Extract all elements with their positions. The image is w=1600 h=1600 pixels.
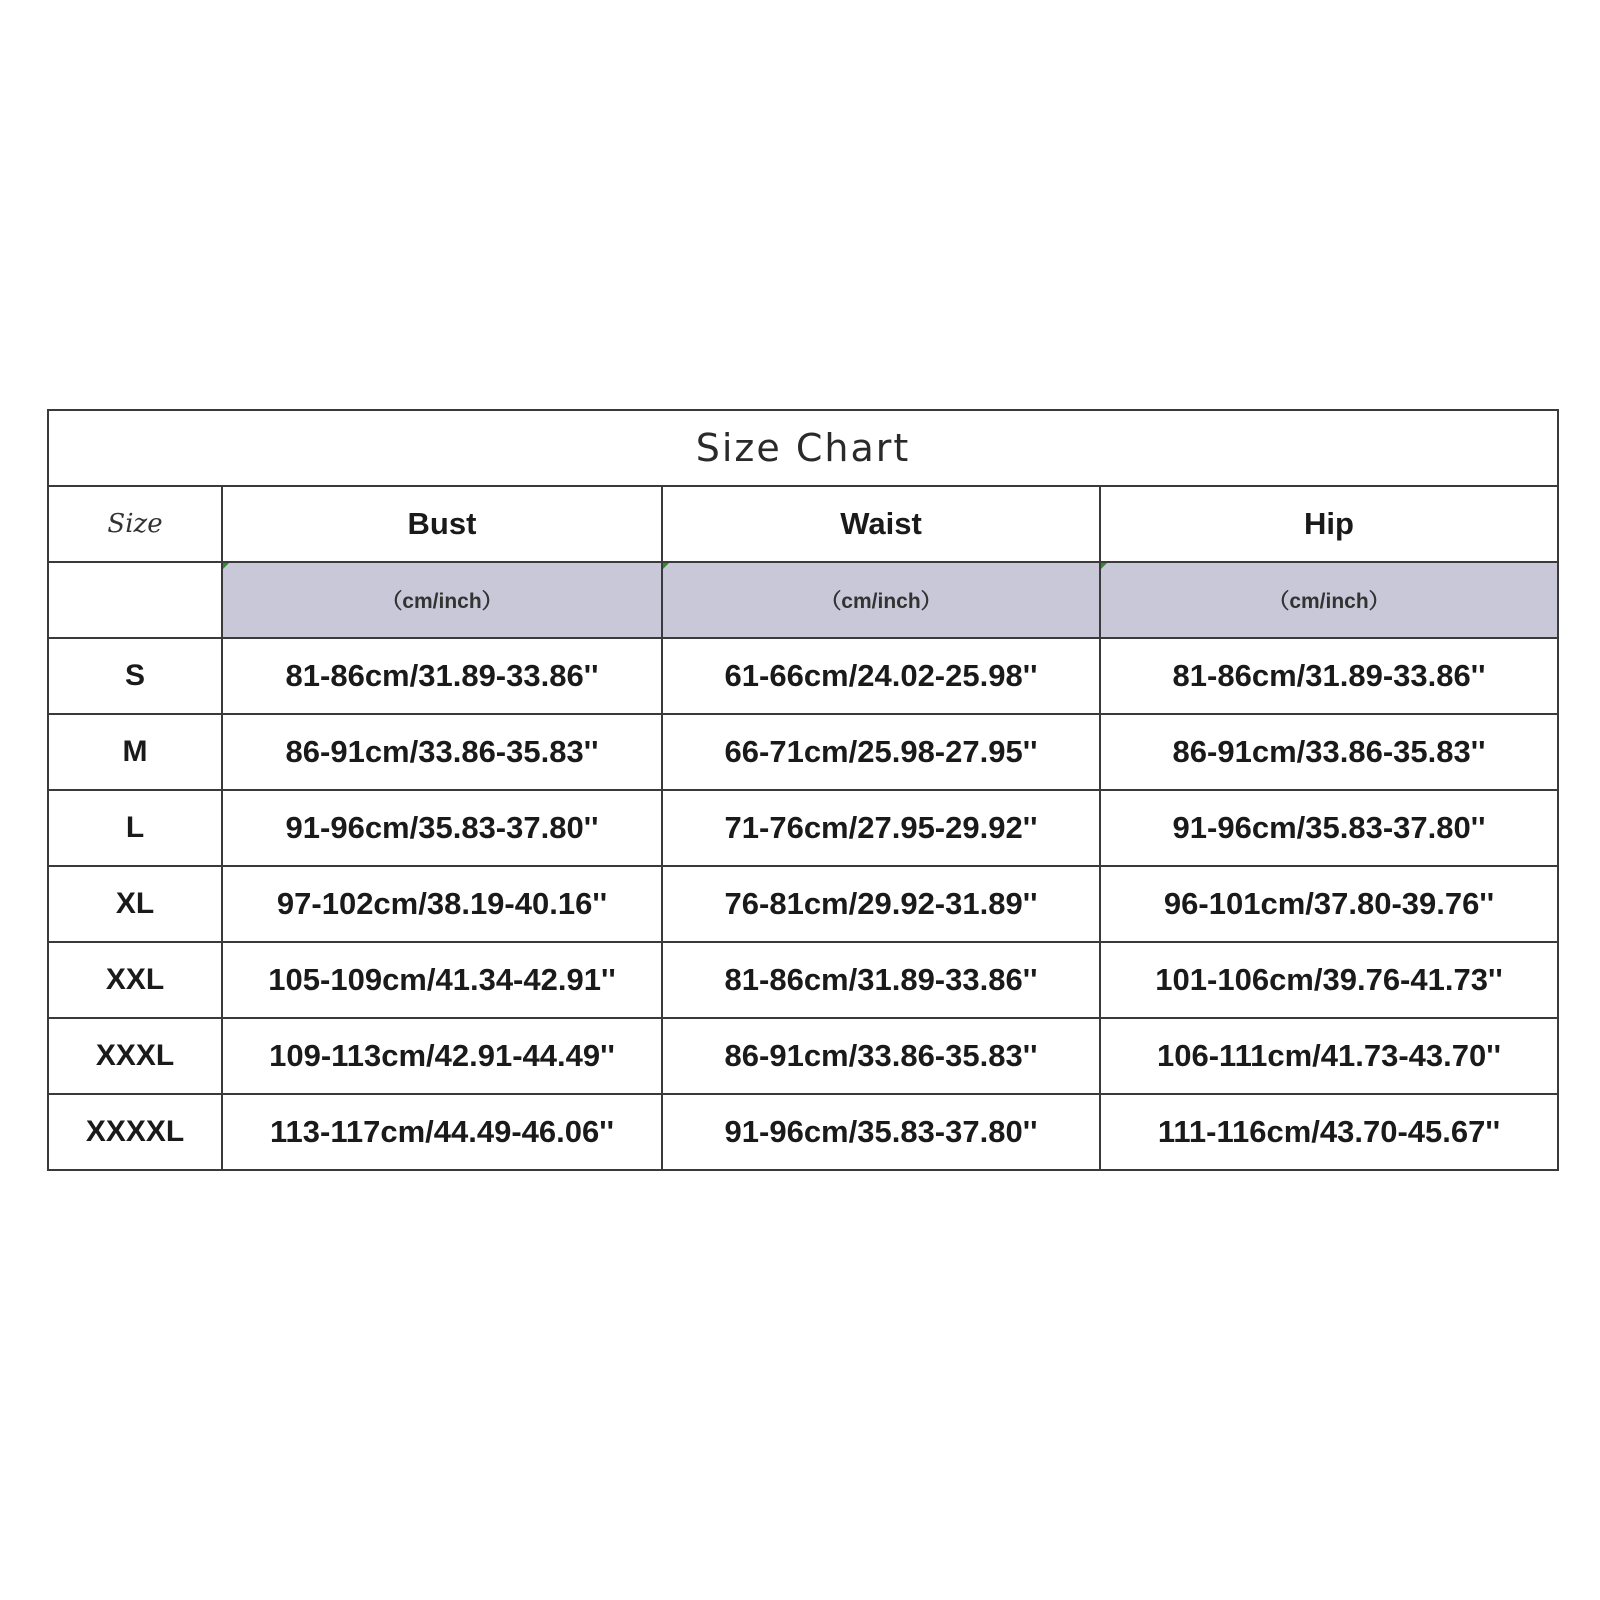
hip-column-header: Hip (1100, 486, 1558, 562)
waist-cell: 91-96cm/35.83-37.80'' (662, 1094, 1100, 1170)
waist-cell: 86-91cm/33.86-35.83'' (662, 1018, 1100, 1094)
table-row (48, 790, 1558, 866)
unit-row (48, 562, 1558, 638)
bust-cell: 105-109cm/41.34-42.91'' (222, 942, 662, 1018)
bust-cell: 113-117cm/44.49-46.06'' (222, 1094, 662, 1170)
size-column-header: Size (48, 486, 222, 562)
size-chart-table (47, 409, 1559, 1171)
waist-unit-label: （cm/inch） (662, 562, 1100, 638)
hip-cell: 91-96cm/35.83-37.80'' (1100, 790, 1558, 866)
size-cell: XL (48, 866, 222, 942)
table-row (48, 1018, 1558, 1094)
hip-cell: 106-111cm/41.73-43.70'' (1100, 1018, 1558, 1094)
waist-cell: 61-66cm/24.02-25.98'' (662, 638, 1100, 714)
size-cell: XXXL (48, 1018, 222, 1094)
table-row (48, 942, 1558, 1018)
bust-unit-label: （cm/inch） (222, 562, 662, 638)
waist-cell: 76-81cm/29.92-31.89'' (662, 866, 1100, 942)
table-row (48, 866, 1558, 942)
bust-cell: 91-96cm/35.83-37.80'' (222, 790, 662, 866)
hip-cell: 96-101cm/37.80-39.76'' (1100, 866, 1558, 942)
bust-cell: 81-86cm/31.89-33.86'' (222, 638, 662, 714)
hip-cell: 81-86cm/31.89-33.86'' (1100, 638, 1558, 714)
bust-cell: 97-102cm/38.19-40.16'' (222, 866, 662, 942)
size-cell: XXXXL (48, 1094, 222, 1170)
hip-cell: 86-91cm/33.86-35.83'' (1100, 714, 1558, 790)
bust-cell: 109-113cm/42.91-44.49'' (222, 1018, 662, 1094)
hip-cell: 101-106cm/39.76-41.73'' (1100, 942, 1558, 1018)
waist-cell: 66-71cm/25.98-27.95'' (662, 714, 1100, 790)
bust-column-header: Bust (222, 486, 662, 562)
table-row (48, 714, 1558, 790)
size-cell: M (48, 714, 222, 790)
header-row (48, 486, 1558, 562)
table-row (48, 1094, 1558, 1170)
title-row (48, 410, 1558, 486)
table-row (48, 638, 1558, 714)
waist-cell: 71-76cm/27.95-29.92'' (662, 790, 1100, 866)
size-cell: XXL (48, 942, 222, 1018)
hip-cell: 111-116cm/43.70-45.67'' (1100, 1094, 1558, 1170)
bust-cell: 86-91cm/33.86-35.83'' (222, 714, 662, 790)
chart-title: Size Chart (48, 410, 1558, 486)
waist-column-header: Waist (662, 486, 1100, 562)
size-cell: L (48, 790, 222, 866)
size-cell: S (48, 638, 222, 714)
unit-row-blank-cell (48, 562, 222, 638)
waist-cell: 81-86cm/31.89-33.86'' (662, 942, 1100, 1018)
hip-unit-label: （cm/inch） (1100, 562, 1558, 638)
